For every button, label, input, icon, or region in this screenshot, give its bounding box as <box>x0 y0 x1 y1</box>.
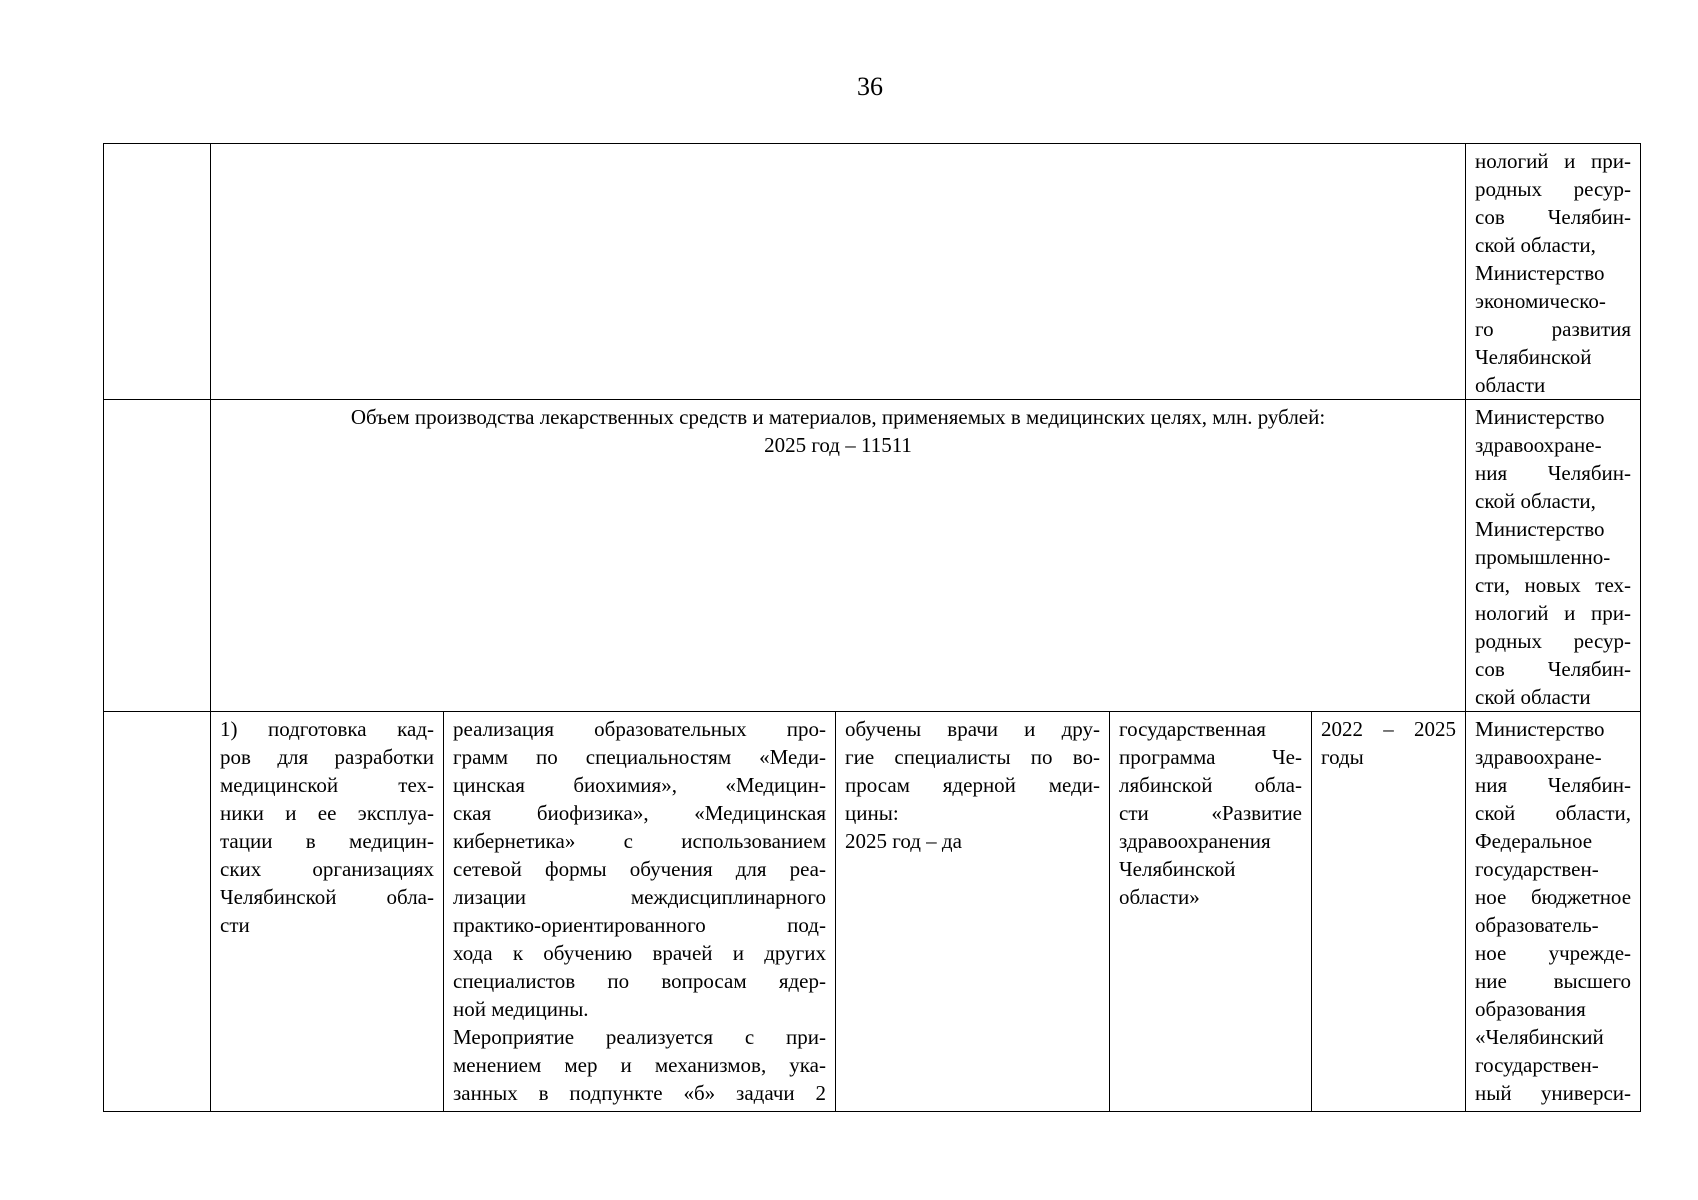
text-line: ния Челябин- <box>1475 461 1632 485</box>
text-line: области <box>1475 373 1546 397</box>
text-line: Министерство <box>1475 717 1605 741</box>
text-line: ская биофизика», «Медицинская <box>453 801 826 825</box>
text-line: сов Челябин- <box>1475 205 1632 229</box>
text-line: ской области, <box>1475 233 1596 257</box>
text-line: сетевой формы обучения для реа- <box>453 857 826 881</box>
text-line: здравоохранения <box>1119 829 1271 853</box>
table-row-1 <box>104 144 1641 400</box>
indicator-cell <box>211 400 1466 712</box>
text-line: ских организациях <box>220 857 434 881</box>
text-line: обучены врачи и дру- <box>845 717 1100 741</box>
text-line: образования <box>1475 997 1586 1021</box>
text-line: ров для разработки <box>220 745 434 769</box>
text-line: государствен- <box>1475 857 1599 881</box>
period-cell <box>1312 712 1466 1112</box>
text-line: реализация образовательных про- <box>453 717 826 741</box>
text-line: образователь- <box>1475 913 1599 937</box>
responsible-cell <box>1466 144 1641 400</box>
indicator-title: Объем производства лекарственных средств и материалов, применяемых в медицинских целях, млн. рублей: <box>350 405 1326 429</box>
text-line: ное бюджетное <box>1475 885 1632 909</box>
empty-merged-cell <box>211 144 1466 400</box>
text-line: сти, новых тех- <box>1475 573 1632 597</box>
table-row-3 <box>104 712 1641 1112</box>
text-line: ской области, <box>1475 489 1596 513</box>
text-line: родных ресур- <box>1475 177 1632 201</box>
text-line: нологий и при- <box>1475 149 1632 173</box>
program-table <box>103 143 1641 1112</box>
text-line: гие специалисты по во- <box>845 745 1100 769</box>
program-cell <box>1110 712 1312 1112</box>
text-line: Министерство <box>1475 261 1605 285</box>
text-line: цинская биохимия», «Медицин- <box>453 773 826 797</box>
text-line: сти «Развитие <box>1119 801 1302 825</box>
text-line: Министерство <box>1475 405 1605 429</box>
text-line: сти <box>220 913 250 937</box>
text-line: государственная <box>1119 717 1266 741</box>
text-line: ние высшего <box>1475 969 1632 993</box>
text-line: Челябинской <box>1119 857 1236 881</box>
text-line: кибернетика» с использованием <box>453 829 826 853</box>
result-cell <box>836 712 1110 1112</box>
text-line: здравоохране- <box>1475 433 1602 457</box>
text-line: тации в медицин- <box>220 829 434 853</box>
number-cell <box>104 400 211 712</box>
table-row-2 <box>104 400 1641 712</box>
task-cell <box>211 712 444 1112</box>
text-line: экономическо- <box>1475 289 1606 313</box>
responsible-cell <box>1466 712 1641 1112</box>
text-line: Федеральное <box>1475 829 1593 853</box>
text-line: ный универси- <box>1475 1081 1632 1105</box>
text-line: ской области, <box>1475 801 1632 825</box>
text-line: хода к обучению врачей и других <box>453 941 826 965</box>
text-line: занных в подпункте «б» задачи 2 <box>453 1081 826 1105</box>
text-line: «Челябинский <box>1475 1025 1604 1049</box>
text-line: просам ядерной меди- <box>845 773 1100 797</box>
text-line: 1) подготовка кад- <box>220 717 434 741</box>
text-line: менением мер и механизмов, ука- <box>453 1053 826 1077</box>
text-line: Мероприятие реализуется с при- <box>453 1025 826 1049</box>
text-line: сов Челябин- <box>1475 657 1632 681</box>
text-line: 2022 – 2025 <box>1321 717 1457 741</box>
text-line: ники и ее эксплуа- <box>220 801 434 825</box>
text-line: государствен- <box>1475 1053 1599 1077</box>
text-line: 2025 год – да <box>845 829 962 853</box>
text-line: годы <box>1321 745 1364 769</box>
page-number: 36 <box>857 72 883 101</box>
text-line: лизации междисциплинарного <box>453 885 826 909</box>
number-cell <box>104 144 211 400</box>
text-line: родных ресур- <box>1475 629 1632 653</box>
measure-cell <box>444 712 836 1112</box>
text-line: Министерство <box>1475 517 1605 541</box>
number-cell <box>104 712 211 1112</box>
text-line: цины: <box>845 801 899 825</box>
text-line: Челябинской обла- <box>220 885 434 909</box>
text-line: ной медицины. <box>453 997 589 1021</box>
text-line: Челябинской <box>1475 345 1592 369</box>
text-line: области» <box>1119 885 1200 909</box>
text-line: грамм по специальностям «Меди- <box>453 745 826 769</box>
text-line: программа Че- <box>1119 745 1302 769</box>
indicator-value: 2025 год – 11511 <box>764 433 912 457</box>
text-line: ской области <box>1475 685 1591 709</box>
text-line: нологий и при- <box>1475 601 1632 625</box>
text-line: ное учрежде- <box>1475 941 1632 965</box>
text-line: промышленно- <box>1475 545 1611 569</box>
text-line: лябинской обла- <box>1119 773 1302 797</box>
responsible-cell <box>1466 400 1641 712</box>
text-line: специалистов по вопросам ядер- <box>453 969 826 993</box>
text-line: медицинской тех- <box>220 773 434 797</box>
text-line: здравоохране- <box>1475 745 1602 769</box>
text-line: ния Челябин- <box>1475 773 1632 797</box>
text-line: го развития <box>1475 317 1632 341</box>
text-line: практико-ориентированного под- <box>453 913 826 937</box>
